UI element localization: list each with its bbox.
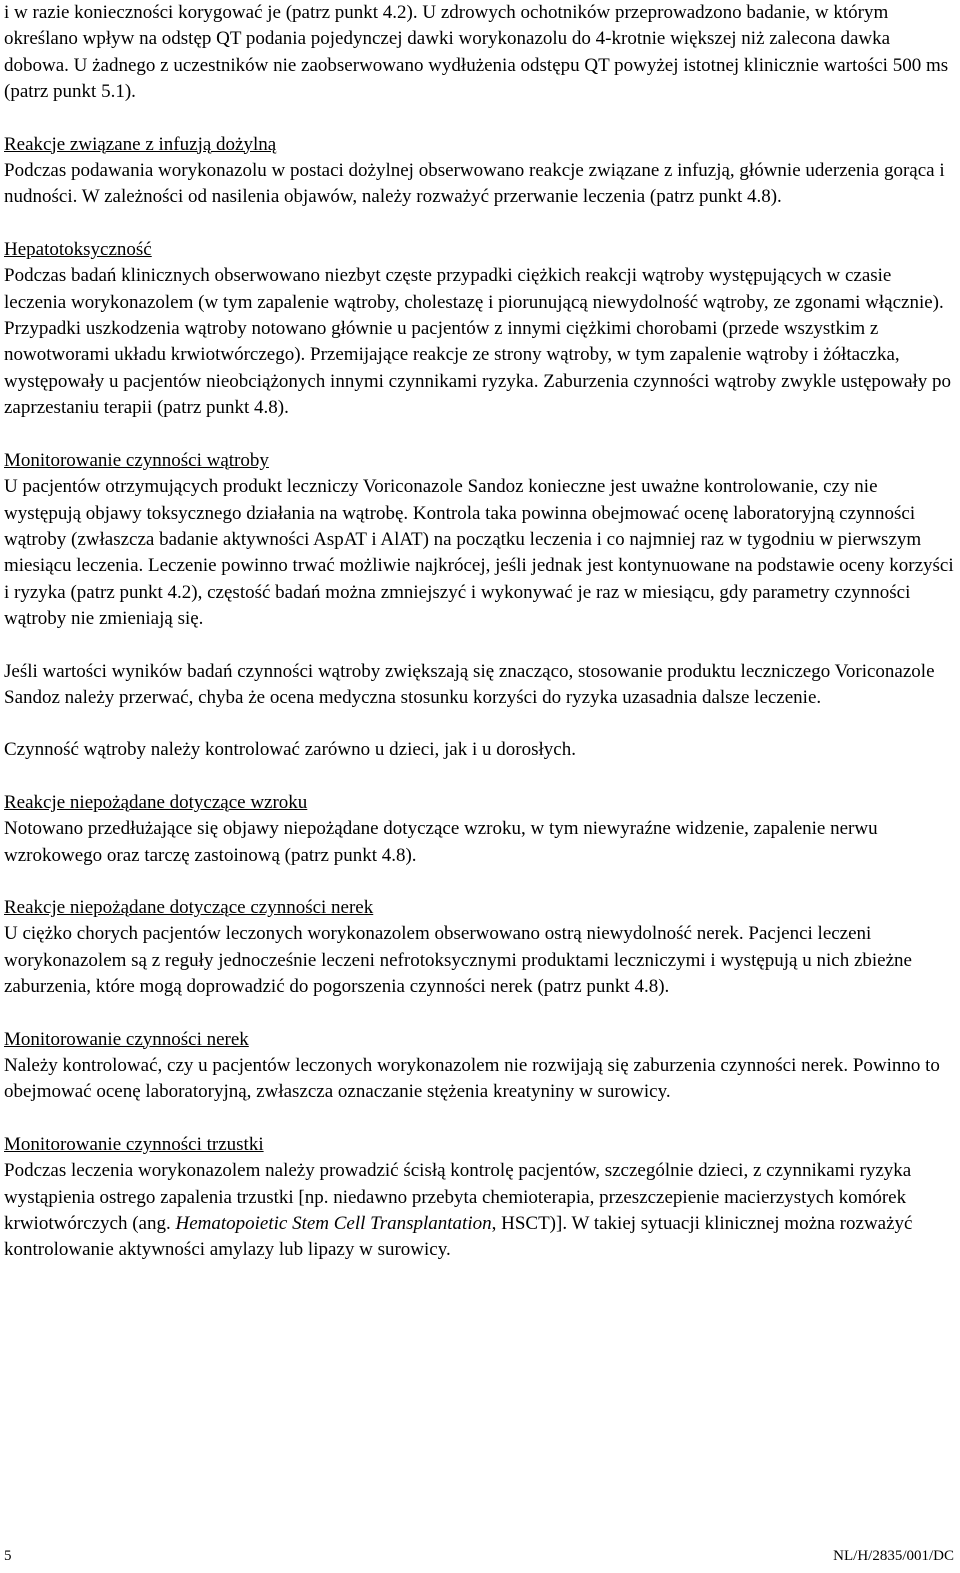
section-vision-reactions bbox=[4, 790, 954, 869]
section-heading: Monitorowanie czynności wątroby bbox=[4, 449, 269, 471]
section-text: Należy kontrolować, czy u pacjentów leczonych worykonazolem nie rozwijają się zaburzenia czynności nerek. Powinno to obejmować ocenę laboratoryjną, zwłaszcza oznaczanie stężenia kreatyniny w surowicy. bbox=[4, 1055, 940, 1103]
page-number: 5 bbox=[4, 1548, 12, 1564]
section-heading: Reakcje niepożądane dotyczące czynności nerek bbox=[4, 896, 374, 918]
section-heading: Hepatotoksyczność bbox=[4, 238, 152, 260]
section-text: U pacjentów otrzymujących produkt leczniczy Voriconazole Sandoz konieczne jest uważne kontrolowanie, czy nie występują objawy toksycznego działania na wątrobę. Kontrola taka powinna obejmować ocenę laboratoryjną czynności wątroby (zwłaszcza badanie aktywności AspAT i AlAT) na początku leczenia i co najmniej raz w tygodniu w pierwszym miesiącu leczenia. Leczenie powinno trwać możliwie najkrócej, jeśli jednak jest kontynuowane na podstawie oceny korzyści i ryzyka (patrz punkt 4.2), częstość badań można zmniejszyć i wykonywać je raz w miesiącu, gdy parametry czynności wątroby nie zmieniają się. bbox=[4, 476, 954, 630]
section-text: Notowano przedłużające się objawy niepożądane dotyczące wzroku, w tym niewyraźne widzenie, zapalenie nerwu wzrokowego oraz tarczę zastoinową (patrz punkt 4.8). bbox=[4, 818, 878, 866]
section-text: Podczas badań klinicznych obserwowano niezbyt częste przypadki ciężkich reakcji wątroby występujących w czasie leczenia worykonazolem (w tym zapalenie wątroby, cholestazę i piorunującą niewydolność wątroby, ze zgonami włącznie). Przypadki uszkodzenia wątroby notowano głównie u pacjentów z innymi ciężkimi chorobami (przede wszystkim z nowotworami układu krwiotwórczego). Przemijające reakcje ze strony wątroby, w tym zapalenie wątroby i żółtaczka, występowały u pacjentów nieobciążonych innymi czynnikami ryzyka. Zaburzenia czynności wątroby zwykle ustępowały po zaprzestaniu terapii (patrz punkt 4.8). bbox=[4, 265, 952, 419]
section-heading: Monitorowanie czynności trzustki bbox=[4, 1133, 264, 1155]
text-part: , HSCT)]. W takiej sytuacji klinicznej można rozważyć kontrolowanie aktywności amylazy lub lipazy w surowicy. bbox=[4, 1213, 913, 1261]
intro-paragraph: i w razie konieczności korygować je (patrz punkt 4.2). U zdrowych ochotników przeprowadzono badanie, w którym określano wpływ na odstęp QT podania pojedynczej dawki worykonazolu do 4-krotnie większej niż zalecona dawka dobowa. U żadnego z uczestników nie zaobserwowano wydłużenia odstępu QT powyżej istotnej klinicznie wartości 500 ms (patrz punkt 5.1). bbox=[4, 2, 949, 103]
section-liver-monitoring bbox=[4, 448, 954, 633]
section-heading: Reakcje niepożądane dotyczące wzroku bbox=[4, 791, 308, 813]
section-text: U ciężko chorych pacjentów leczonych worykonazolem obserwowano ostrą niewydolność nerek. Pacjenci leczeni worykonazolem są z reguły jednocześnie leczeni nefrotoksycznymi produktami leczniczymi i występują u nich zbieżne zaburzenia, które mogą doprowadzić do pogorszenia czynności nerek (patrz punkt 4.8). bbox=[4, 923, 912, 998]
section-infusion-reactions bbox=[4, 132, 954, 211]
text-part: Podczas leczenia worykonazolem należy prowadzić ścisłą kontrolę pacjentów, szczególnie dzieci, z czynnikami ryzyka wystąpienia ostrego zapalenia trzustki [np. niedawno przebyta chemioterapia, przeszczepienie macierzystych komórek krwiotwórczych (ang. bbox=[4, 1160, 912, 1235]
section-heading: Monitorowanie czynności nerek bbox=[4, 1028, 249, 1050]
section-pancreas-monitoring bbox=[4, 1132, 954, 1264]
liver-monitoring-paragraph-2: Jeśli wartości wyników badań czynności wątroby zwiększają się znacząco, stosowanie produktu leczniczego Voriconazole Sandoz należy przerwać, chyba że ocena medyczna stosunku korzyści do ryzyka uzasadnia dalsze leczenie. bbox=[4, 660, 935, 708]
section-text: Podczas podawania worykonazolu w postaci dożylnej obserwowano reakcje związane z infuzją, głównie uderzenia gorąca i nudności. W zależności od nasilenia objawów, należy rozważyć przerwanie leczenia (patrz punkt 4.8). bbox=[4, 160, 945, 208]
document-body bbox=[4, 0, 954, 1264]
section-heading: Reakcje związane z infuzją dożylną bbox=[4, 133, 277, 155]
document-code: NL/H/2835/001/DC bbox=[833, 1548, 954, 1564]
italic-term: Hematopoietic Stem Cell Transplantation bbox=[175, 1213, 492, 1235]
section-renal-monitoring bbox=[4, 1027, 954, 1106]
section-hepatotoxicity bbox=[4, 237, 954, 422]
section-renal-reactions bbox=[4, 895, 954, 1001]
liver-monitoring-paragraph-3: Czynność wątroby należy kontrolować zarówno u dzieci, jak i u dorosłych. bbox=[4, 739, 576, 761]
section-text bbox=[4, 1158, 954, 1264]
